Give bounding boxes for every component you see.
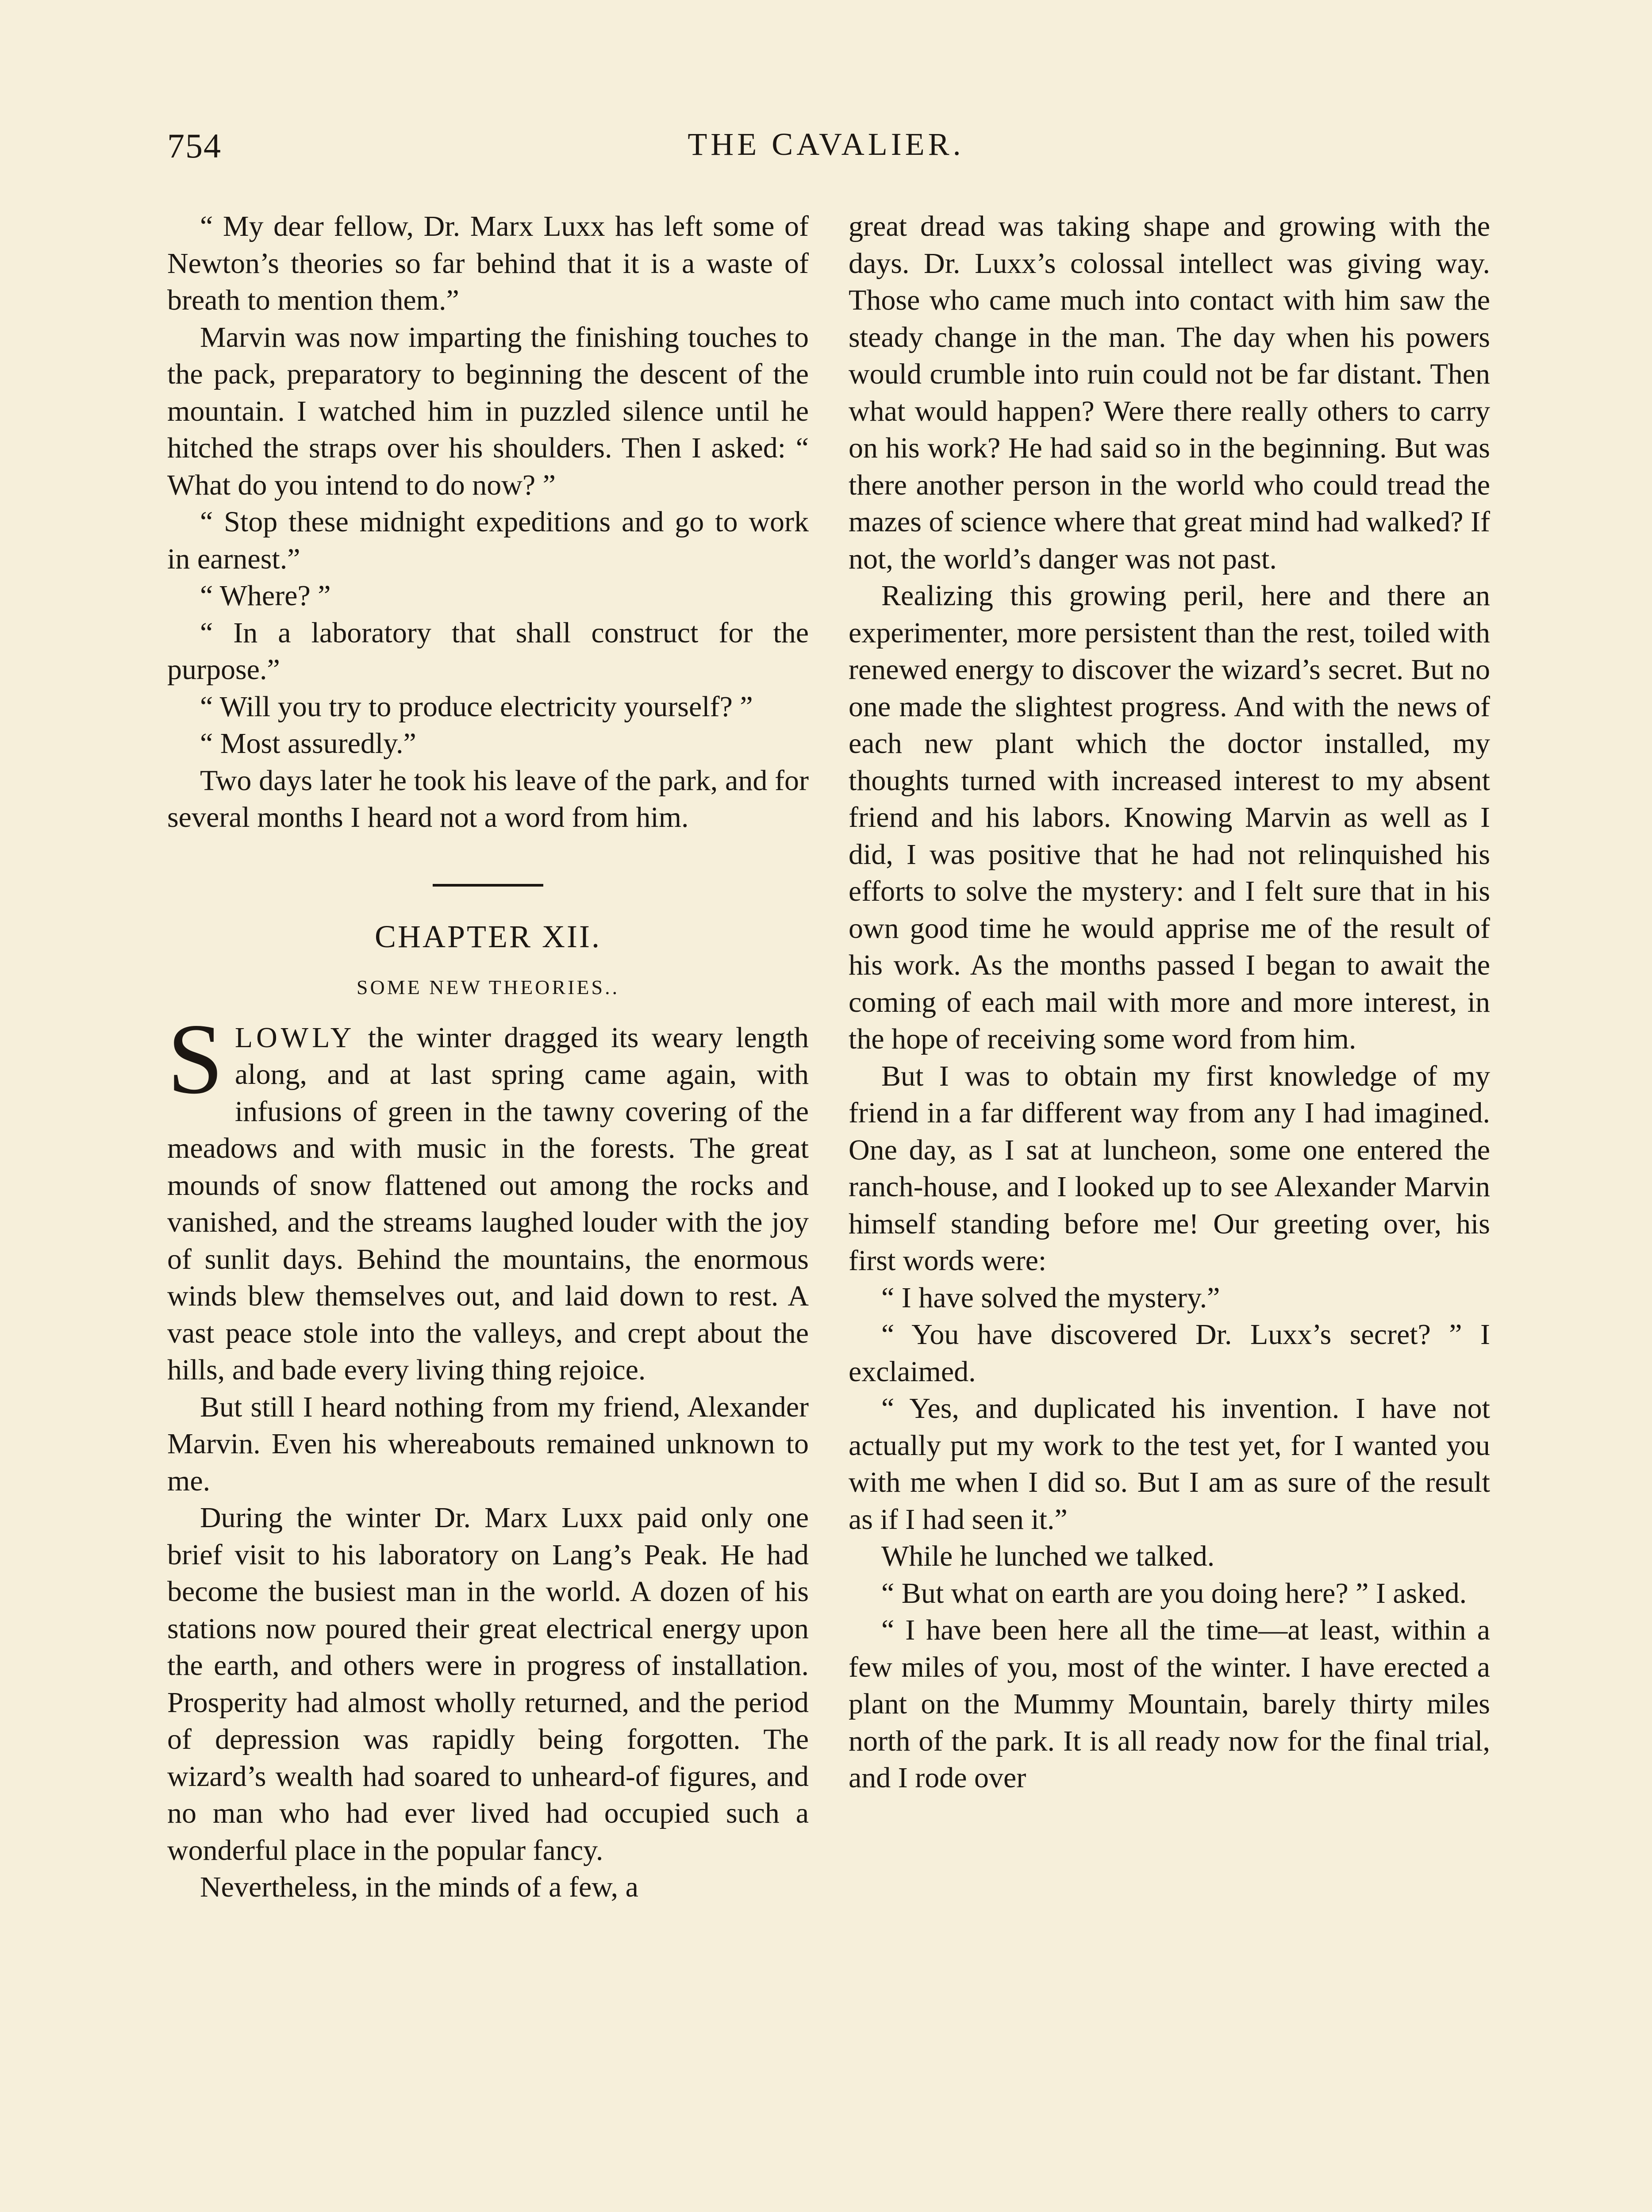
page-number: 754 — [167, 127, 222, 165]
paragraph: “ In a laboratory that shall construct for the purpose.” — [167, 616, 809, 686]
left-paragraphs-before — [167, 208, 809, 836]
paragraph: Realizing this growing peril, here and there an experimenter, more persistent than the rest, toiled with renewed energy to discover the wizard’s secret. But no one made the slightest progress. And with the news of each new plant which the doctor installed, my thoughts turned with increased interest to my absent friend and his labors. Knowing Marvin as well as I did, I was positive that he had not relinquished his efforts to solve the mystery: and I felt sure that in his own good time he would apprise me of the result of his work. As the months passed I began to await the coming of each mail with more and more interest, in the hope of receiving some word from him. — [849, 580, 1490, 1055]
chapter-heading: CHAPTER XII. — [375, 918, 601, 954]
paragraph: “ Yes, and duplicated his invention. I have not actually put my work to the test yet, for I wanted you with me when I did so. But I am as sure of the result as if I had seen it.” — [849, 1392, 1490, 1536]
paragraph: “ My dear fellow, Dr. Marx Luxx has left some of Newton’s theories so far behind that it is a waste of breath to mention them.” — [167, 210, 809, 316]
paragraph: “ Will you try to produce electricity yourself? ” — [200, 690, 753, 723]
paragraph: During the winter Dr. Marx Luxx paid only one brief visit to his laboratory on Lang’s Peak. He had become the busiest man in the world. A dozen of his stations now poured their great electrical energy upon the earth, and others were in progress of installation. Prosperity had almost wholly returned, and the period of depression was rapidly being forgotten. The wizard’s wealth had soared to unheard-of figures, and no man who had ever lived had occupied such a wonderful place in the popular fancy. — [167, 1502, 809, 1866]
paragraph: But I was to obtain my first knowledge of my friend in a far different way from any I had imagined. One day, as I sat at luncheon, some one entered the ranch-house, and I looked up to see Alexander Marvin himself standing before me! Our greeting over, his first words were: — [849, 1060, 1490, 1277]
running-title: THE CAVALIER. — [688, 127, 964, 162]
left-paragraphs-after — [167, 1389, 809, 1906]
chapter-subtitle: SOME NEW THEORIES.. — [356, 975, 620, 998]
opening-word: LOWLY — [234, 1021, 355, 1054]
paragraph: “ I have been here all the time—at least, within a few miles of you, most of the winter. I have erected a plant on the Mummy Mountain, barely thirty miles north of the park. It is all ready now for the final trial, and I rode over — [849, 1614, 1490, 1794]
paragraph: “ You have discovered Dr. Luxx’s secret? ” I exclaimed. — [849, 1318, 1490, 1388]
paragraph: “ Most assuredly.” — [200, 727, 416, 760]
paragraph: “ Where? ” — [200, 580, 331, 612]
chapter-divider — [433, 884, 543, 887]
paragraph: “ But what on earth are you doing here? ” I asked. — [881, 1577, 1467, 1609]
paragraph: While he lunched we talked. — [881, 1540, 1215, 1572]
paragraph: Two days later he took his leave of the park, and for several months I heard not a word from him. — [167, 764, 809, 833]
paragraph: Nevertheless, in the minds of a few, a — [200, 1871, 638, 1903]
paragraph: “ I have solved the mystery.” — [881, 1281, 1220, 1314]
left-column — [167, 208, 809, 1906]
drop-cap: S — [167, 1003, 223, 1115]
paragraph: Marvin was now imparting the finishing touches to the pack, preparatory to beginning the descent of the mountain. I watched him in puzzled silence until he hitched the straps over his shoulders. Then I asked: “ What do you intend to do now? ” — [167, 321, 809, 501]
opening-text: the winter dragged its weary length along, and at last spring came again, with infusions of green in the tawny covering of the meadows and with music in the forests. The great mounds of snow flattened out among the rocks and vanished, and the streams laughed louder with the joy of sunlit days. Behind the mountains, the enormous winds blew themselves out, and laid down to rest. A vast peace stole into the valleys, and crept about the hills, and bade every living thing rejoice. — [167, 1021, 809, 1386]
paragraph: great dread was taking shape and growing with the days. Dr. Luxx’s colossal intellect was giving way. Those who came much into contact with him saw the steady change in the man. The day when his powers would crumble into ruin could not be far distant. Then what would happen? Were there really others to carry on his work? He had said so in the beginning. But was there another person in the world who could tread the mazes of science where that great mind had walked? If not, the world’s danger was not past. — [849, 210, 1490, 575]
right-paragraphs — [849, 208, 1490, 1797]
page-header — [167, 126, 1485, 179]
right-column — [849, 208, 1490, 1797]
paragraph: But still I heard nothing from my friend, Alexander Marvin. Even his whereabouts remained unknown to me. — [167, 1390, 809, 1497]
chapter-opening-paragraph — [167, 1003, 809, 1389]
paragraph: “ Stop these midnight expeditions and go to work in earnest.” — [167, 506, 809, 575]
